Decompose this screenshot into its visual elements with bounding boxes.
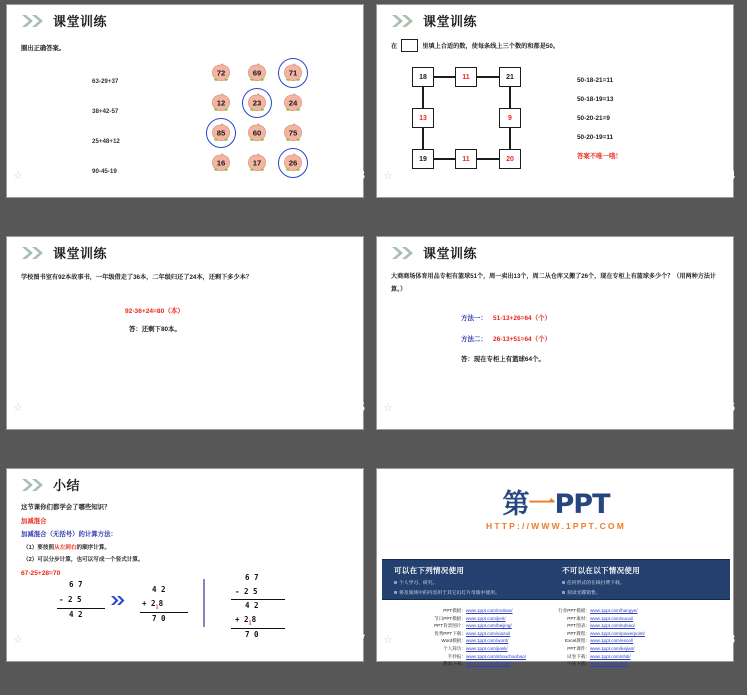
slide-cell-15 [0, 232, 370, 464]
resource-link[interactable]: www.1ppt.com/xiazai/ [466, 630, 511, 636]
slide-16-header [377, 237, 733, 262]
answer-option[interactable] [275, 59, 311, 89]
slide-cell-17 [0, 464, 370, 695]
answer-option[interactable] [275, 89, 311, 119]
slide-16-title: 课堂训练 [423, 247, 478, 262]
resource-link[interactable]: www.1ppt.com/jianli/ [466, 646, 508, 652]
svg-text:71: 71 [288, 68, 298, 78]
page-number: 14 [722, 167, 735, 182]
vertical-c-op1: - 2 5 [235, 587, 258, 596]
vertical-b-op-tail: 8 [158, 599, 164, 608]
link-label: 个人简历： [443, 646, 466, 652]
slide-16[interactable] [376, 236, 734, 430]
method-label: 方法二： [461, 336, 487, 343]
link-label: 试卷下载： [567, 653, 591, 659]
slide-17-rule-2: （2）可以分步计算，也可以写成一个竖式计算。 [23, 557, 144, 563]
link-label: PPT教程： [567, 630, 591, 636]
svg-text:12: 12 [216, 98, 226, 108]
allow-column [394, 565, 549, 596]
slide-15-answer: 答：还剩下80本。 [129, 326, 181, 333]
vertical-b-op-head: + 2 [142, 599, 156, 608]
page-number: 13 [352, 167, 365, 182]
resource-link[interactable]: www.1ppt.com/beijing/ [466, 623, 512, 629]
resource-link[interactable]: www.1ppt.com/ziti/ [590, 661, 629, 667]
star-icon: ☆ [13, 402, 23, 414]
resource-link[interactable]: www.1ppt.com/word/ [466, 638, 509, 644]
expression-item: 38+42-57 [92, 108, 119, 115]
svg-text:16: 16 [216, 158, 226, 168]
link-row[interactable] [548, 622, 645, 629]
slide-14-number-diagram [412, 67, 522, 172]
slide-15-question: 学校图书室有92本故事书，一年级借走了36本，二年级归还了24本，还剩下多少本？ [21, 274, 253, 281]
link-label: 节日PPT模板： [434, 615, 466, 621]
answer-option[interactable] [203, 89, 239, 119]
slide-13-title: 课堂训练 [53, 15, 108, 30]
blank-box-icon [401, 39, 418, 52]
slide-15-header [7, 237, 363, 262]
slide-13-header [7, 5, 363, 30]
slide-cell-13 [0, 0, 370, 232]
slide-14[interactable] [376, 4, 734, 198]
allow-item-text: 个人学习、研究。 [399, 581, 438, 586]
slide-16-question: 大商商场体育用品专柜有篮球51个，周一卖出13个，周二从仓库又搬了26个，现在专柜上有篮球多少个？（用两种方法计算。） [391, 273, 717, 293]
slide-17-prompt: 这节课你们都学会了哪些知识？ [21, 504, 111, 511]
vertical-c-op2 [235, 615, 256, 627]
deny-title: 不可以在以下情况使用 [562, 566, 640, 575]
peach-icon [282, 92, 304, 114]
peach-icon [210, 92, 232, 114]
vertical-a-top: 6 7 [69, 580, 83, 589]
allow-item [394, 589, 549, 596]
star-icon: ☆ [383, 634, 393, 646]
slide-cell-18 [370, 464, 740, 695]
slide-17-title: 小结 [53, 479, 81, 494]
equation-item: 50-18-21=11 [577, 77, 614, 84]
slide-17-rule-title: 加减混合（无括号）的计算方法： [21, 531, 117, 538]
link-label: Excel教程： [565, 638, 591, 644]
logo-url: HTTP://WWW.1PPT.COM [485, 521, 626, 531]
selection-circle [242, 88, 272, 118]
node-bottom-left: 19 [412, 149, 434, 169]
slide-17-rule-1 [23, 543, 110, 551]
method-value: 26-13+51=64（个） [493, 336, 552, 343]
node-top-right: 21 [499, 67, 521, 87]
node-bottom-mid: 11 [455, 149, 477, 169]
slide-cell-14 [370, 0, 740, 232]
allow-item-text: 将及领域中的内容用于其它幻灯片母版中使用。 [399, 591, 500, 596]
slide-17-topic: 加减混合 [21, 518, 47, 525]
link-row[interactable] [424, 607, 526, 614]
slide-18[interactable] [376, 468, 735, 667]
slide-16-answer: 答：现在专柜上有篮球64个。 [461, 356, 545, 363]
node-bottom-right: 20 [499, 149, 521, 169]
link-label: PPT图表： [567, 623, 591, 629]
slide-14-title: 课堂训练 [423, 15, 478, 30]
node-mid-left: 13 [412, 108, 434, 128]
deny-item-text: 任何形式的在线付费下载。 [567, 581, 625, 586]
page-number: 16 [722, 399, 735, 414]
link-row[interactable] [548, 607, 645, 614]
svg-text:85: 85 [216, 128, 226, 138]
resource-link[interactable]: www.1ppt.com/jiaoan/ [466, 661, 511, 667]
link-row[interactable] [424, 622, 526, 629]
link-label: 优秀PPT下载： [434, 630, 466, 636]
link-row[interactable] [548, 660, 645, 667]
bullet-square-icon [562, 581, 565, 584]
slide-15-solution: 92-36+24=80（本） [125, 308, 185, 315]
carry-digit: 1 [155, 604, 159, 611]
brand-logo [377, 491, 735, 531]
page-number: 17 [352, 631, 365, 646]
vertical-a-result: 4 2 [69, 610, 83, 619]
selection-circle [206, 118, 236, 148]
deny-column [562, 565, 722, 596]
slide-15-title: 课堂训练 [53, 247, 108, 262]
resource-link[interactable]: www.1ppt.com/jieri/ [466, 615, 506, 621]
double-chevron-icon [391, 14, 417, 28]
resource-link[interactable]: www.1ppt.com/tubiao/ [590, 623, 635, 629]
svg-text:17: 17 [252, 158, 262, 168]
bullet-square-icon [394, 591, 397, 594]
method-label: 方法一： [461, 315, 487, 322]
slide-17[interactable] [6, 468, 364, 662]
link-label: PPT背景图片： [434, 623, 466, 629]
slide-15-footer [7, 399, 377, 421]
expression-item: 90-45-19 [92, 168, 117, 175]
vertical-a-op: - 2 5 [59, 595, 82, 604]
node-mid-right: 9 [499, 108, 521, 128]
slide-14-header [377, 5, 733, 30]
link-row[interactable] [548, 615, 645, 622]
link-label: Word模板： [441, 638, 466, 644]
deny-item [562, 579, 722, 586]
rule-1-part-c: 的顺序计算。 [76, 545, 111, 551]
usage-band [382, 559, 730, 600]
link-row[interactable] [424, 653, 526, 660]
slide-cell-16 [370, 232, 740, 464]
slide-17-expression: 67-25+28=70 [21, 570, 61, 577]
slide-14-note: 答案不唯一哦！ [577, 153, 622, 160]
bullet-square-icon [394, 581, 397, 584]
svg-text:23: 23 [252, 98, 262, 108]
logo-text [377, 491, 735, 518]
answer-option[interactable] [275, 119, 311, 149]
slide-15[interactable] [6, 236, 364, 430]
link-label: PPT课件： [567, 646, 591, 652]
peach-icon [282, 122, 304, 144]
vertical-b-result: 7 0 [152, 614, 166, 623]
link-label: PPT模板： [443, 608, 466, 613]
page-number: 15 [352, 399, 365, 414]
slide-16-footer [377, 399, 747, 421]
resource-link[interactable]: www.1ppt.com/moban/ [466, 608, 513, 613]
double-chevron-icon [391, 246, 417, 260]
divider [203, 579, 205, 627]
node-top-mid: 11 [455, 67, 477, 87]
resource-link[interactable]: www.1ppt.com/shiti/ [590, 653, 631, 659]
resource-link[interactable]: www.1ppt.com/shouchaobao/ [466, 653, 527, 659]
svg-text:69: 69 [252, 68, 262, 78]
slide-16-method-2 [461, 334, 551, 343]
link-row[interactable] [424, 615, 526, 622]
double-chevron-icon [21, 478, 47, 492]
star-icon: ☆ [13, 634, 23, 646]
deny-item [562, 589, 722, 596]
svg-text:60: 60 [252, 128, 262, 138]
slide-13-footer [7, 167, 377, 189]
vertical-c-op2-tail: 8 [251, 615, 257, 624]
vertical-b-op [142, 599, 163, 611]
link-label: 教案下载： [443, 661, 466, 667]
method-value: 51-13+26=64（个） [493, 315, 552, 322]
link-label: 手抄报： [447, 653, 466, 659]
svg-text:72: 72 [216, 68, 226, 78]
deny-item-text: 刻录光碟销售。 [567, 591, 601, 596]
equation-item: 50-20-19=11 [577, 134, 614, 141]
slide-14-footer [377, 167, 747, 189]
link-label: 行业PPT模板： [558, 608, 591, 613]
expression-item: 25+48+12 [92, 138, 120, 145]
link-row[interactable] [548, 653, 645, 660]
page-number: 18 [722, 631, 735, 646]
slide-13-question: 圈出正确答案。 [21, 45, 66, 52]
svg-text:75: 75 [288, 128, 298, 138]
rule-1-emphasis: 从左到右 [54, 545, 77, 551]
slide-16-method-1 [461, 313, 551, 322]
slide-17-header [7, 469, 363, 494]
resource-link[interactable]: www.1ppt.com/excel/ [590, 638, 634, 644]
rule-1-part-a: （1）要按照 [23, 545, 55, 551]
resource-link[interactable]: www.1ppt.com/kejian/ [590, 646, 635, 652]
vertical-c-mid: 4 2 [245, 601, 259, 610]
logo-left: 第 [502, 489, 529, 520]
link-label: 字体下载： [567, 661, 591, 667]
selection-circle [278, 58, 308, 88]
node-top-left: 18 [412, 67, 434, 87]
answer-option[interactable] [239, 59, 275, 89]
question-prefix: 在 [391, 43, 398, 50]
answer-option[interactable] [203, 59, 239, 89]
logo-right: PPT [554, 489, 610, 520]
slide-18-footer [377, 631, 747, 653]
slide-17-footer [7, 631, 377, 653]
allow-item [394, 579, 549, 586]
slide-13[interactable] [6, 4, 364, 198]
expression-item: 63-29+37 [92, 78, 119, 85]
allow-title: 可以在下列情况使用 [394, 566, 465, 575]
peach-icon [246, 122, 268, 144]
carry-digit: 1 [248, 620, 252, 627]
resource-link[interactable]: www.1ppt.com/hangye/ [590, 608, 638, 613]
link-label: PPT素材： [567, 615, 591, 621]
resource-link[interactable]: www.1ppt.com/sucai/ [590, 615, 634, 621]
equation-item: 50-20-21=9 [577, 115, 610, 122]
star-icon: ☆ [383, 170, 393, 182]
answer-option[interactable] [239, 119, 275, 149]
slide-14-equation-list [577, 71, 622, 167]
logo-dash: 一 [528, 489, 555, 520]
star-icon: ☆ [383, 402, 393, 414]
svg-text:24: 24 [288, 98, 298, 108]
question-suffix: 里填上合适的数，使每条线上三个数的和都是50。 [422, 43, 560, 50]
equation-item: 50-18-19=13 [577, 96, 614, 103]
svg-text:26: 26 [288, 158, 298, 168]
answer-option[interactable] [239, 89, 275, 119]
vertical-c-top: 6 7 [245, 573, 259, 582]
double-chevron-icon [21, 246, 47, 260]
answer-option[interactable] [203, 119, 239, 149]
star-icon: ☆ [13, 170, 23, 182]
peach-icon [246, 62, 268, 84]
slide-14-question [391, 39, 559, 52]
resource-link[interactable]: www.1ppt.com/powerpoint/ [590, 630, 645, 636]
vertical-c-result: 7 0 [245, 630, 259, 639]
peach-icon [210, 62, 232, 84]
bullet-square-icon [562, 591, 565, 594]
link-row[interactable] [424, 660, 526, 667]
slide-13-answer-grid [203, 59, 311, 179]
vertical-b-top: 4 2 [152, 585, 166, 594]
double-chevron-icon [110, 595, 125, 606]
vertical-c-op2-head: + 2 [235, 615, 249, 624]
double-chevron-icon [21, 14, 47, 28]
